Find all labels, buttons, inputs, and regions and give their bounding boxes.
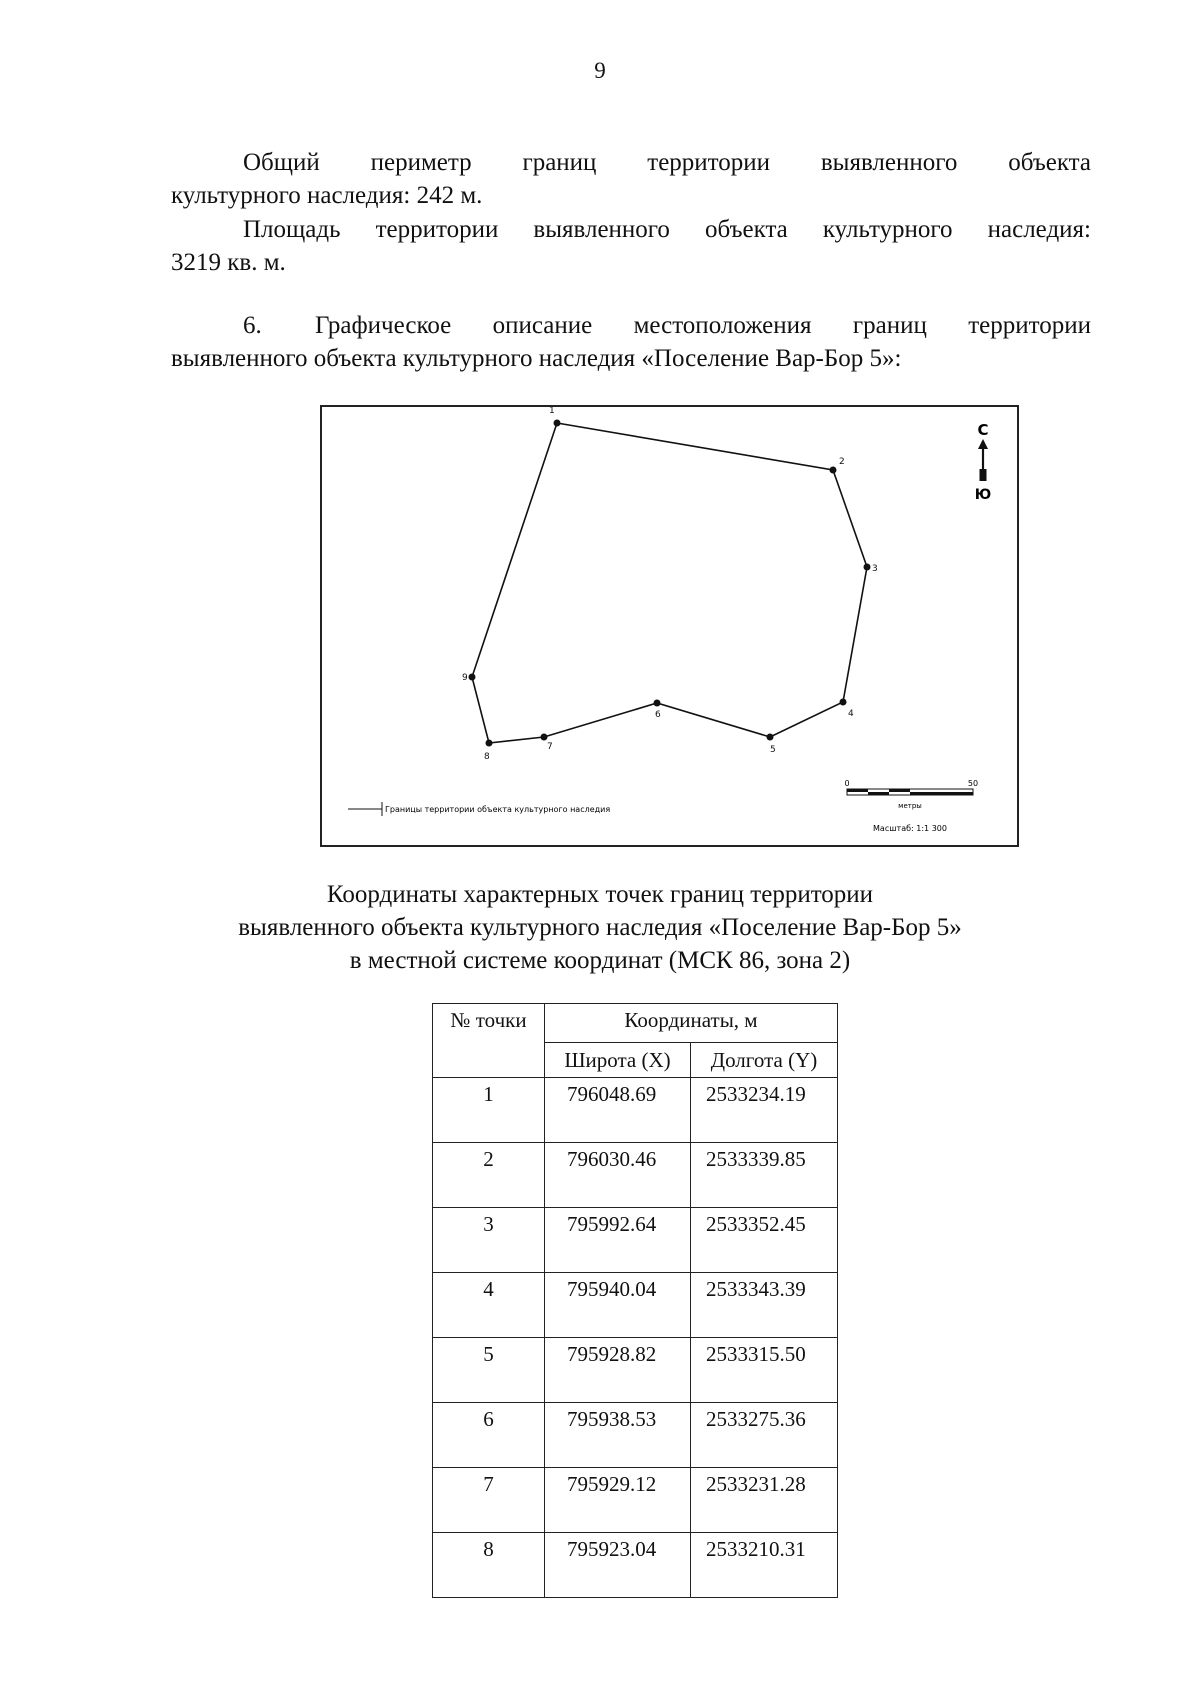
scale-end: 50 [967, 779, 979, 788]
table-row [433, 1208, 838, 1273]
vertex-label: 7 [547, 742, 553, 752]
boundary-polygon [472, 423, 867, 743]
vertex-point [830, 467, 837, 474]
table-row [433, 1273, 838, 1338]
vertex-label: 6 [655, 710, 661, 720]
header-y: Долгота (Y) [691, 1043, 838, 1078]
vertex-label: 8 [484, 752, 490, 762]
section-number: 6. [243, 312, 262, 339]
latitude-cell: 795992.64 [545, 1208, 691, 1273]
north-label: С [977, 421, 989, 439]
header-point: № точки [433, 1004, 545, 1078]
vertex-point [864, 564, 871, 571]
point-number-cell: 1 [433, 1078, 545, 1143]
vertex-point [840, 699, 847, 706]
latitude-cell: 795938.53 [545, 1403, 691, 1468]
perimeter-line-1: Общий периметр границ территории выявленного объекта [243, 149, 1091, 176]
legend-text: Границы территории объекта культурного наследия [385, 805, 611, 814]
area-paragraph [171, 213, 1091, 279]
latitude-cell: 795940.04 [545, 1273, 691, 1338]
caption-line-2: выявленного объекта культурного наследия «Поселение Вар-Бор 5» [238, 914, 962, 941]
boundary-map [320, 405, 1019, 847]
coordinates-table [432, 1003, 838, 1598]
section-line-1-text: Графическое описание местоположения границ территории [315, 312, 1091, 339]
point-number-cell: 3 [433, 1208, 545, 1273]
point-number-cell: 4 [433, 1273, 545, 1338]
point-number-cell: 5 [433, 1338, 545, 1403]
table-row [433, 1078, 838, 1143]
scale-start: 0 [844, 779, 850, 788]
scale-unit: метры [898, 802, 922, 810]
longitude-cell: 2533234.19 [691, 1078, 838, 1143]
section-line-2: выявленного объекта культурного наследия «Поселение Вар-Бор 5»: [171, 345, 902, 372]
scale-text: Масштаб: 1:1 300 [873, 824, 947, 833]
perimeter-line-2: культурного наследия: 242 м. [171, 182, 483, 209]
south-label: Ю [974, 487, 992, 503]
table-row [433, 1338, 838, 1403]
caption-line-1: Координаты характерных точек границ территории [326, 881, 874, 908]
vertex-point [486, 740, 493, 747]
header-x: Широта (X) [545, 1043, 691, 1078]
vertex-label: 9 [462, 673, 468, 683]
vertex-label: 1 [549, 407, 555, 416]
vertex-point [554, 420, 561, 427]
vertex-point [541, 734, 548, 741]
vertex-label: 5 [770, 745, 776, 755]
point-number-cell: 6 [433, 1403, 545, 1468]
vertex-label: 3 [872, 564, 878, 574]
caption-line-3: в местной системе координат (МСК 86, зона 2) [349, 947, 851, 974]
section-6-paragraph [171, 309, 1091, 375]
longitude-cell: 2533343.39 [691, 1273, 838, 1338]
longitude-cell: 2533275.36 [691, 1403, 838, 1468]
north-arrow-icon [975, 421, 991, 503]
page-number: 9 [594, 58, 606, 83]
header-coords: Координаты, м [545, 1004, 838, 1043]
table-row [433, 1468, 838, 1533]
table-row [433, 1143, 838, 1208]
vertex-point [767, 734, 774, 741]
point-number-cell: 8 [433, 1533, 545, 1598]
vertex-point [469, 674, 476, 681]
longitude-cell: 2533339.85 [691, 1143, 838, 1208]
map-legend [348, 802, 610, 816]
map-svg [322, 407, 1017, 845]
latitude-cell: 795929.12 [545, 1468, 691, 1533]
section-line-1 [171, 309, 1091, 342]
table-row [433, 1403, 838, 1468]
longitude-cell: 2533210.31 [691, 1533, 838, 1598]
latitude-cell: 796030.46 [545, 1143, 691, 1208]
point-number-cell: 2 [433, 1143, 545, 1208]
perimeter-paragraph [171, 146, 1091, 212]
latitude-cell: 795923.04 [545, 1533, 691, 1598]
area-line-2: 3219 кв. м. [171, 249, 286, 276]
coordinates-caption [0, 878, 1200, 977]
vertex-label: 2 [839, 457, 845, 467]
area-line-1: Площадь территории выявленного объекта культурного наследия: [243, 216, 1091, 243]
longitude-cell: 2533315.50 [691, 1338, 838, 1403]
longitude-cell: 2533231.28 [691, 1468, 838, 1533]
longitude-cell: 2533352.45 [691, 1208, 838, 1273]
latitude-cell: 795928.82 [545, 1338, 691, 1403]
vertex-label: 4 [848, 709, 854, 719]
point-number-cell: 7 [433, 1468, 545, 1533]
scale-bar [844, 779, 978, 833]
vertex-point [654, 700, 661, 707]
table-row [433, 1533, 838, 1598]
latitude-cell: 796048.69 [545, 1078, 691, 1143]
